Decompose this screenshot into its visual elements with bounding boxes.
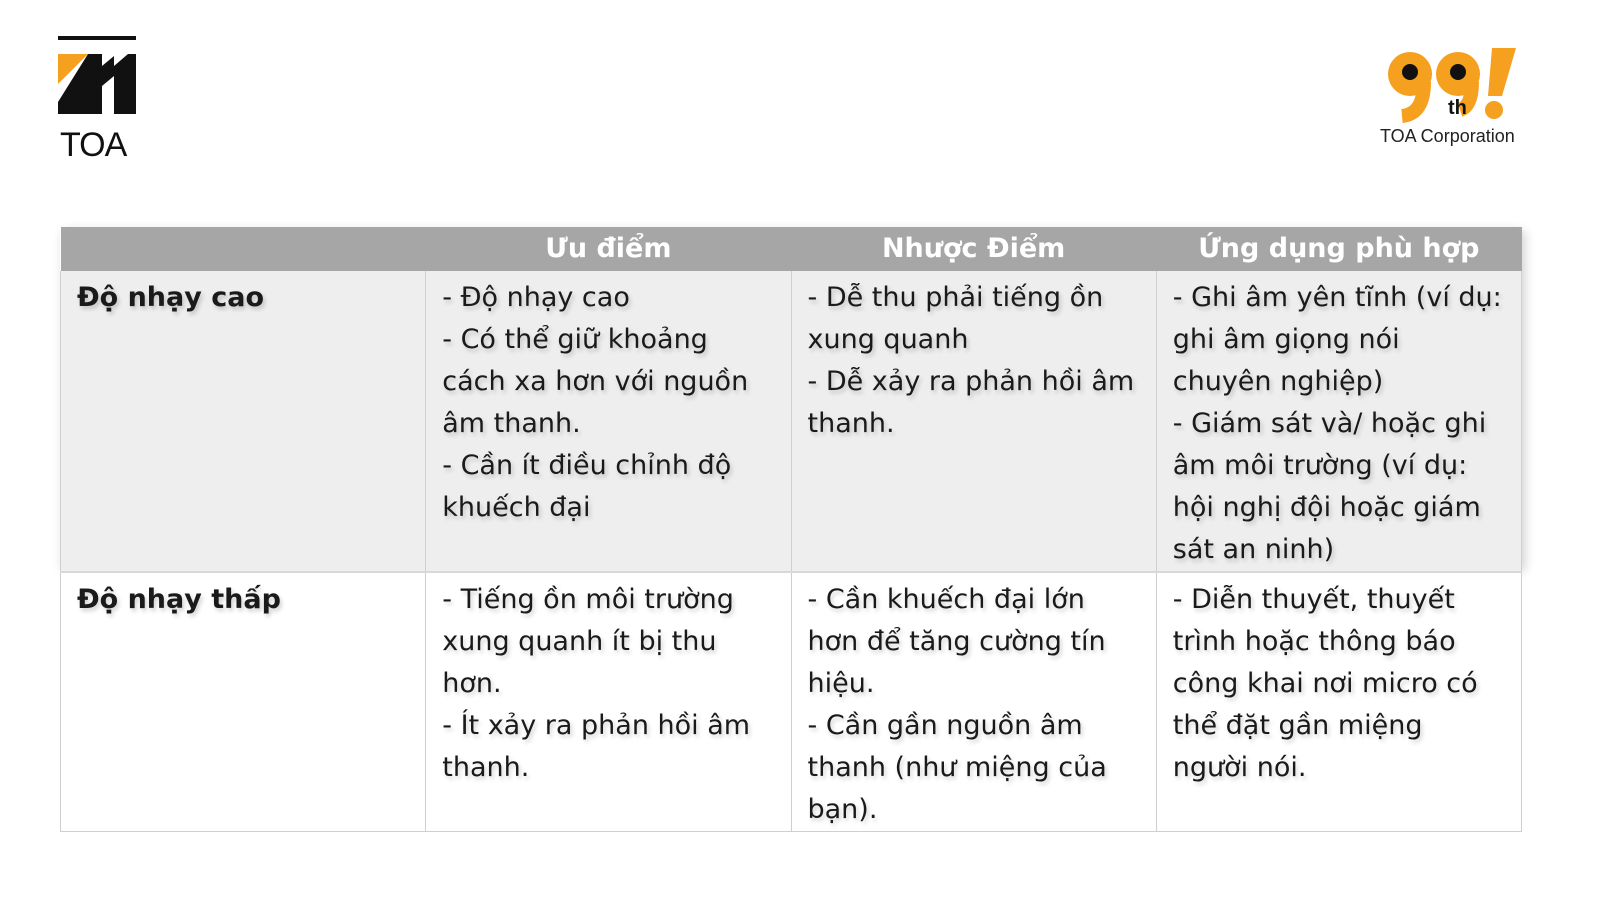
table-row-high-sensitivity [61, 271, 1522, 572]
cell-line: - Cần gần nguồn âm thanh (như miệng của bạn). [807, 710, 1107, 825]
toa-logo [58, 36, 158, 166]
cell-applications [1156, 271, 1521, 572]
row-label: Độ nhạy cao [61, 271, 426, 572]
cell-line: - Dễ xảy ra phản hồi âm thanh. [807, 366, 1135, 439]
cell-line: - Cần ít điều chỉnh độ khuếch đại [442, 450, 732, 523]
cell-applications [1156, 572, 1521, 832]
cell-advantages [426, 572, 791, 832]
cell-advantages [426, 271, 791, 572]
header-disadvantages: Nhược Điểm [791, 227, 1156, 271]
cell-line: - Giám sát và/ hoặc ghi âm môi trường (ví dụ: hội nghị đội hoặc giám sát an ninh) [1172, 408, 1487, 565]
cell-disadvantages [791, 572, 1156, 832]
header-advantages: Ưu điểm [426, 227, 791, 271]
header-blank [61, 227, 426, 271]
cell-line: - Có thể giữ khoảng cách xa hơn với nguồn âm thanh. [442, 324, 749, 439]
row-label: Độ nhạy thấp [61, 572, 426, 832]
cell-line: - Tiếng ồn môi trường xung quanh ít bị thu hơn. [442, 584, 734, 699]
corporation-text: TOA Corporation [1380, 126, 1515, 146]
cell-line: - Dễ thu phải tiếng ồn xung quanh [807, 282, 1104, 355]
toa-logo-text: TOA [60, 126, 127, 164]
anniversary-90th-icon [1384, 44, 1518, 124]
toa-logo-mark-icon [58, 36, 140, 118]
cell-line: - Độ nhạy cao [442, 282, 630, 313]
table-header-row [61, 227, 1522, 271]
cell-line: - Cần khuếch đại lớn hơn để tăng cường tín hiệu. [807, 584, 1106, 699]
cell-disadvantages [791, 271, 1156, 572]
cell-line: - Diễn thuyết, thuyết trình hoặc thông báo công khai nơi micro có thể đặt gần miệng người nói. [1172, 584, 1478, 783]
anniversary-suffix-text: th [1448, 97, 1467, 119]
comparison-table [60, 227, 1522, 832]
cell-line: - Ghi âm yên tĩnh (ví dụ: ghi âm giọng nói chuyên nghiệp) [1172, 282, 1502, 397]
anniversary-logo [1380, 44, 1540, 154]
cell-line: - Ít xảy ra phản hồi âm thanh. [442, 710, 751, 783]
table-row-low-sensitivity [61, 572, 1522, 832]
header-applications: Ứng dụng phù hợp [1156, 227, 1521, 271]
